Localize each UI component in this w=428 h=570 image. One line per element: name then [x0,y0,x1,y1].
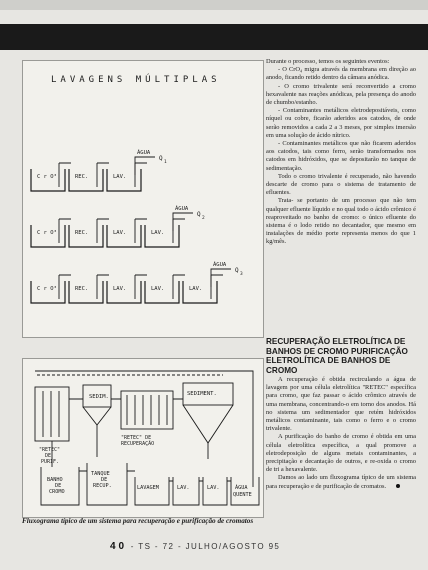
tank-label: LAV. [113,174,127,180]
tank-label: LAV. [189,286,203,292]
flow-label: Q [159,155,163,162]
rinse-tank [69,281,103,303]
lavagem-tank [135,477,169,505]
flow-label: Q [235,267,239,274]
rinse-diagram [31,149,167,191]
sediment-cone [183,405,233,443]
tank-label: LAV. [151,230,165,236]
tank-label: LAV. [113,230,127,236]
rinse-tank [107,169,141,191]
rinse-diagram [31,261,243,303]
retec-purif-label-3: PURIF. [41,459,60,465]
rinse-tank [183,281,217,303]
rinse-diagrams [23,61,263,337]
paragraph: Trata- se portanto de um processo que não tem qualquer efluente líquido e no qual todo o ácido crômico é reaproveitado no banho de cromo: o único efluente do sistema é o lodo retido no decantador, que mesmo em instalações de médio porte representa menos do que 1 kg/mês. [266,197,416,246]
water-inlet [211,269,231,287]
retec-recup-cell [121,391,173,429]
flow-label: Q [197,211,201,218]
paragraph: - O CrO₄ migra através da membrana em direção ao anodo, ficando retido dentro da câmara anódica. [266,66,416,82]
sedim-cone [83,407,111,425]
tank-label: LAV. [113,286,127,292]
paragraph: - Contaminantes metálicos eletrodepositáveis, como níquel ou cobre, ficarão aderidos aos catodos, de onde serão removidos a cada 2 a 3 meses, por simples imersão em uma solução de ácido nítrico. [266,107,416,139]
banho-label-1: BANHO [47,477,63,483]
retec-purif-cell [35,387,69,441]
water-inlet [173,213,193,231]
paragraph: A recuperação é obtida recirculando a água de lavagem por uma célula eletrolítica "RETEC" específica para cromo, que faz passar o ácido crômico através de uma membrana, concentrando-o em torno dos anodos. Há no sistema um sedimentador que retém hidróxidos metálicos contaminante, tais como o ferro e o cromo trivalente. [266,376,416,433]
header-band [0,24,428,50]
water-label: ÁGUA [137,150,151,156]
rinse-tank [31,169,65,191]
flow-subscript: 1 [164,160,167,165]
figure-flowchart [22,358,264,518]
rinse-tank [145,281,179,303]
lav2-tank [203,477,227,505]
paragraph-text: Damos ao lado um fluxograma típico de um sistema para recuperação e de purificação de cromatos. [266,474,416,490]
lav2-label: LAV. [207,485,220,491]
banho-label-3: CROMO [49,489,65,495]
tank-label: C r O³ [37,286,57,292]
sedim-label: SEDIM. [89,394,109,400]
water-label: ÁGUA [213,262,227,268]
sediment-label: SEDIMENT. [187,391,217,397]
article-column-2 [266,376,416,491]
retec-purif-label-2: DE [45,453,52,459]
page-footer [110,541,410,552]
tank-label: LAV. [151,286,165,292]
figure-title: LAVAGENS MÚLTIPLAS [51,75,221,85]
paragraph [266,474,416,490]
flowchart-diagram [23,359,263,517]
rinse-tank [31,281,65,303]
flow-subscript: 3 [240,272,243,277]
paragraph: - O cromo trivalente será reconvertido a cromo hexavalente nas reações anódicas, pela presença do anodo de chumbo/estanho. [266,82,416,107]
paragraph: Todo o cromo trivalente é recuperado, não havendo descarte de cromo para o sistema de tratamento de efluentes. [266,172,416,197]
paragraph: A purificação do banho de cromo é obtida em uma célula eletrolítica específica, a qual promove a eletrodeposição de alguns metais contaminantes, a precipitação e decantação de outros, e re-oxida o cromo de tri a hexavalente. [266,433,416,474]
rinse-tank [107,225,141,247]
top-margin [0,0,428,10]
article-column [266,58,416,247]
tank-label: C r O³ [37,174,57,180]
rinse-tank [31,225,65,247]
tanque-label-1: TANQUE [91,471,110,477]
tanque-label-2: DE [101,477,108,483]
figure-caption: Fluxograma típico de um sistema para recuperação e purificação de cromatos [22,517,254,525]
flow-subscript: 2 [202,216,205,221]
tank-label: REC. [75,174,89,180]
lavagem-label: LAVAGEM [137,485,159,491]
page-number: 40 [110,541,128,552]
rinse-tank [69,169,103,191]
banho-label-2: DE [55,483,62,489]
tank-label: REC. [75,230,89,236]
water-label: ÁGUA [175,206,189,212]
tank-label: C r O³ [37,230,57,236]
rinse-tank [145,225,179,247]
retec-purif-label-1: "RETEC" [39,447,61,453]
retec-recup-label-1: "RETEC" DE [121,435,152,441]
lav1-tank [173,477,199,505]
paragraph: - Contaminantes metálicos que não ficarem aderidos aos catodos, tais como ferro, serão transformados nos catodos em hidróxidos, que se depositarão no tanque de sedimentação. [266,140,416,172]
retec-recup-label-2: RECUPERAÇÃO [121,441,155,447]
figure-multiple-rinses [22,60,264,338]
section-heading: RECUPERAÇÃO ELETROLÍTICA DE BANHOS DE CROMO PURIFICAÇÃO ELETROLÍTICA DE BANHOS DE CROMO [266,337,408,375]
rinse-tank [69,225,103,247]
lav1-label: LAV. [177,485,190,491]
rinse-diagram [31,205,205,247]
rinse-tank [107,281,141,303]
end-mark-icon [396,484,400,488]
agua-tank [231,477,259,505]
agua-label-2: QUENTE [233,492,252,498]
tanque-label-3: RECUP. [93,483,112,489]
water-inlet [135,157,155,175]
tank-label: REC. [75,286,89,292]
footer-text: - TS - 72 - JULHO/AGOSTO 95 [130,542,281,551]
agua-label-1: ÁGUA [235,485,248,491]
paragraph: Durante o processo, temos os seguintes eventos: [266,58,390,65]
